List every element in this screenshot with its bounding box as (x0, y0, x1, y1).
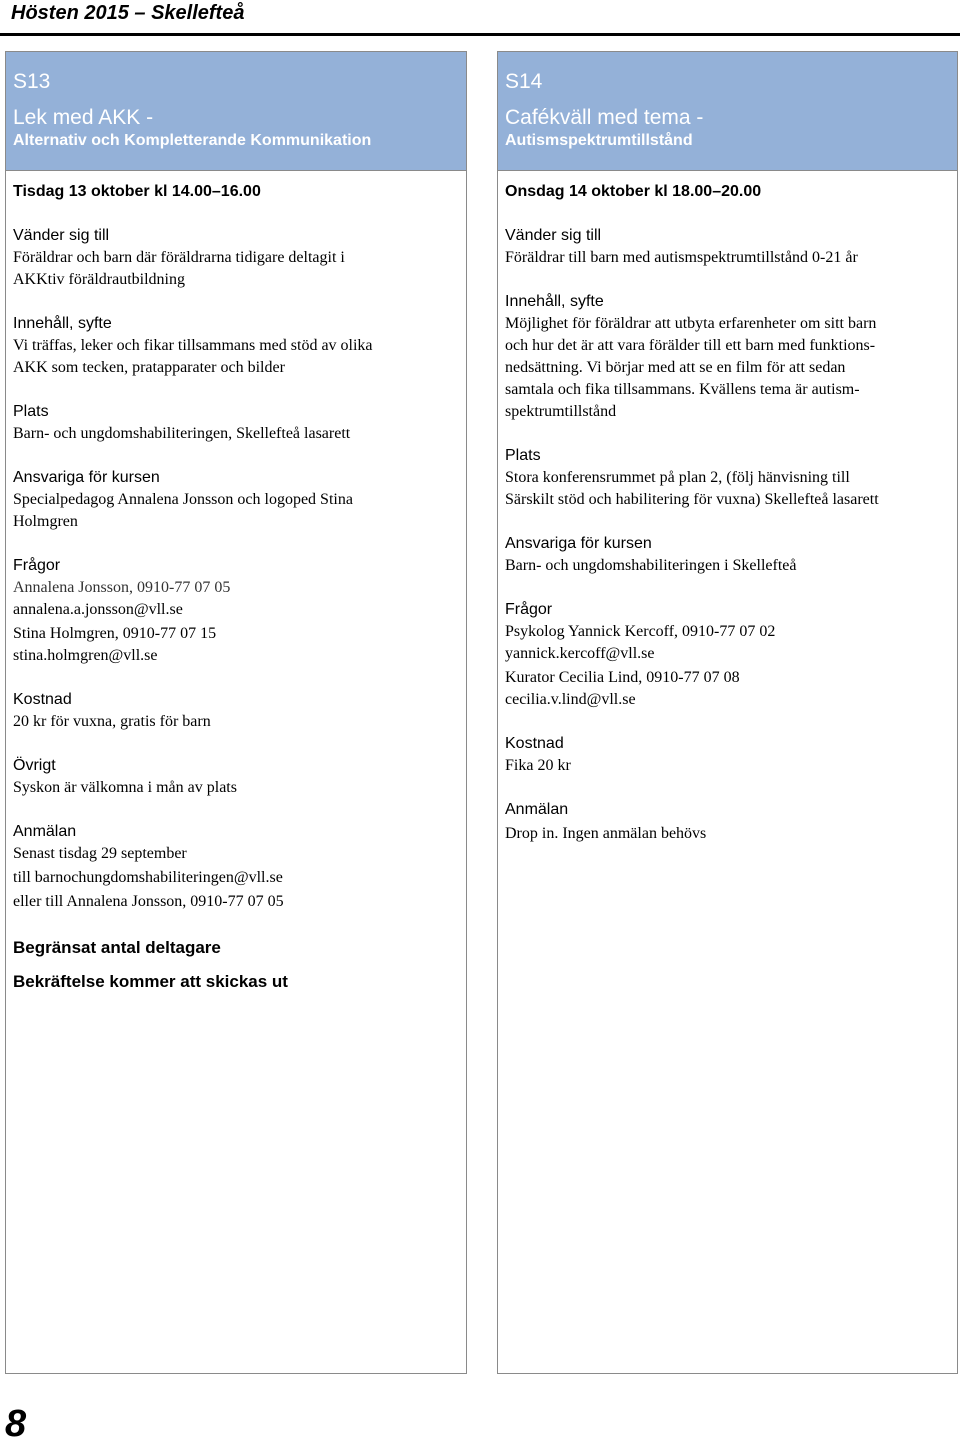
section-text: Syskon är välkomna i mån av plats (13, 779, 237, 796)
section-text: Möjlighet för föräldrar att utbyta erfarenheter om sitt barn (505, 315, 877, 332)
contact-phone: Stina Holmgren, 0910-77 07 15 (13, 625, 217, 642)
section-questions (505, 599, 950, 711)
course-code: S13 (13, 70, 51, 93)
section-content (505, 291, 950, 423)
course-code: S14 (505, 70, 543, 93)
contact-phone: Kurator Cecilia Lind, 0910-77 07 08 (505, 669, 740, 686)
course-date: Tisdag 13 oktober kl 14.00–16.00 (13, 183, 261, 200)
section-heading: Innehåll, syfte (505, 293, 604, 310)
section-heading: Anmälan (13, 823, 77, 840)
section-text: Särskilt stöd och habilitering för vuxna) Skellefteå lasarett (505, 491, 879, 508)
section-responsible (505, 533, 950, 577)
section-registration (13, 821, 459, 913)
contact-email-link[interactable]: stina.holmgren@vll.se (13, 647, 158, 664)
section-target (505, 225, 950, 269)
section-text: Fika 20 kr (505, 757, 571, 774)
course-header-band (6, 52, 466, 171)
section-text: Specialpedagog Annalena Jonsson och logoped Stina (13, 491, 353, 508)
course-title: Cafékväll med tema - (505, 106, 704, 129)
section-text: Föräldrar till barn med autismspektrumtillstånd 0-21 år (505, 249, 858, 266)
page-header: Hösten 2015 – Skellefteå (11, 2, 245, 24)
section-responsible (13, 467, 459, 533)
section-heading: Vänder sig till (13, 227, 110, 244)
section-heading: Plats (505, 447, 541, 464)
section-text: Senast tisdag 29 september (13, 845, 187, 862)
section-heading: Kostnad (505, 735, 564, 752)
notes (13, 937, 459, 993)
section-text: eller till Annalena Jonsson, 0910-77 07 05 (13, 893, 284, 910)
course-date: Onsdag 14 oktober kl 18.00–20.00 (505, 183, 762, 200)
course-body (498, 171, 957, 845)
section-text: Holmgren (13, 513, 78, 530)
section-heading: Frågor (13, 557, 61, 574)
course-subtitle: Autismspektrumtillstånd (505, 132, 693, 149)
section-text: AKKtiv föräldrautbildning (13, 271, 185, 288)
section-target (13, 225, 459, 291)
section-heading: Plats (13, 403, 49, 420)
section-text: Föräldrar och barn där föräldrarna tidigare deltagit i (13, 249, 345, 266)
course-header-band (498, 52, 957, 171)
section-heading: Ansvariga för kursen (505, 535, 652, 552)
section-questions (13, 555, 459, 667)
course-title: Lek med AKK - (13, 106, 154, 129)
section-text: Barn- och ungdomshabiliteringen i Skellefteå (505, 557, 797, 574)
section-text: 20 kr för vuxna, gratis för barn (13, 713, 211, 730)
section-place (13, 401, 459, 445)
section-heading: Vänder sig till (505, 227, 602, 244)
contact-email-link[interactable]: yannick.kercoff@vll.se (505, 645, 655, 662)
section-text: AKK som tecken, pratapparater och bilder (13, 359, 285, 376)
section-cost (505, 733, 950, 777)
section-place (505, 445, 950, 511)
contact-email-link[interactable]: cecilia.v.lind@vll.se (505, 691, 636, 708)
section-text: Drop in. Ingen anmälan behövs (505, 825, 707, 842)
section-text: nedsättning. Vi börjar med att se en film för att sedan (505, 359, 846, 376)
section-heading: Anmälan (505, 801, 569, 818)
course-subtitle: Alternativ och Kompletterande Kommunikation (13, 132, 372, 149)
course-card-s13 (5, 51, 467, 1374)
section-content (13, 313, 459, 379)
contact-phone: Psykolog Yannick Kercoff, 0910-77 07 02 (505, 623, 776, 640)
limited-seats-note: Begränsat antal deltagare (13, 938, 221, 957)
course-body (6, 171, 466, 993)
section-text: Stora konferensrummet på plan 2, (följ hänvisning till (505, 469, 850, 486)
page-number: 8 (5, 1403, 27, 1445)
section-other (13, 755, 459, 799)
section-text: Barn- och ungdomshabiliteringen, Skellefteå lasarett (13, 425, 351, 442)
section-text: spektrumtillstånd (505, 403, 617, 420)
section-registration (505, 799, 950, 845)
section-heading: Ansvariga för kursen (13, 469, 160, 486)
section-heading: Frågor (505, 601, 553, 618)
contact-email-link[interactable]: annalena.a.jonsson@vll.se (13, 601, 183, 618)
section-text: Vi träffas, leker och fikar tillsammans med stöd av olika (13, 337, 373, 354)
contact-phone: Annalena Jonsson, 0910-77 07 05 (13, 579, 231, 596)
section-text: samtala och fika tillsammans. Kvällens tema är autism- (505, 381, 860, 398)
section-heading: Kostnad (13, 691, 72, 708)
registration-email-link[interactable]: till barnochungdomshabiliteringen@vll.se (13, 869, 283, 886)
section-cost (13, 689, 459, 733)
section-text: och hur det är att vara förälder till ett barn med funktions- (505, 337, 876, 354)
header-rule (0, 33, 960, 36)
confirmation-note: Bekräftelse kommer att skickas ut (13, 972, 288, 991)
section-heading: Innehåll, syfte (13, 315, 112, 332)
course-card-s14 (497, 51, 958, 1374)
section-heading: Övrigt (13, 757, 56, 774)
